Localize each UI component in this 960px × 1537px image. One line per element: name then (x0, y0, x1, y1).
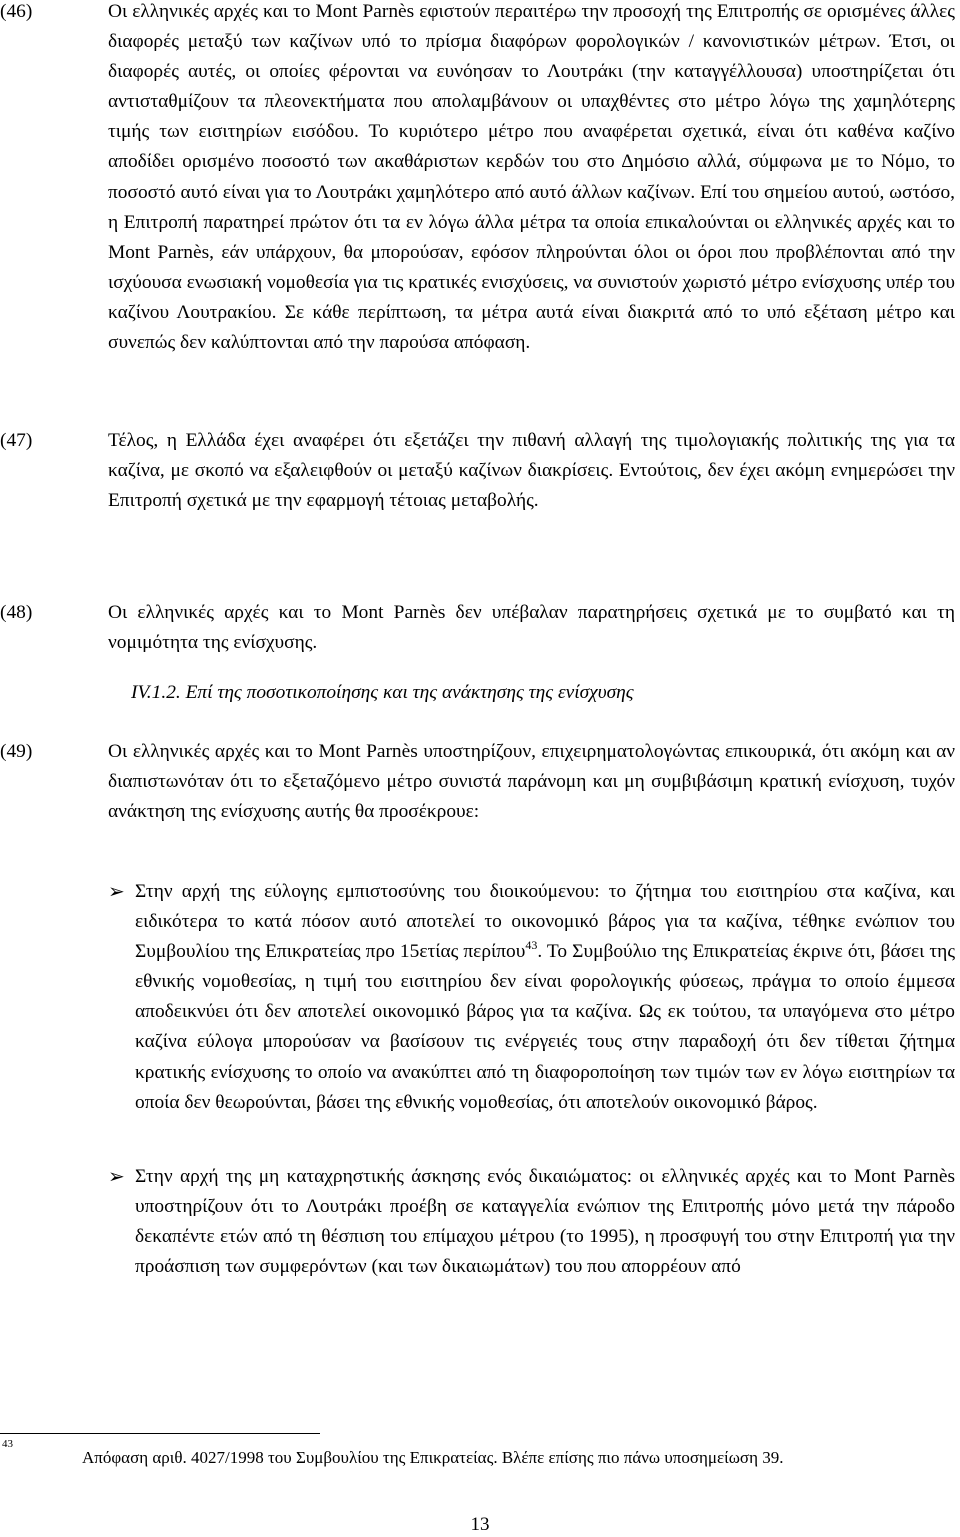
page-number: 13 (470, 1514, 490, 1535)
section-heading: IV.1.2. Επί της ποσοτικοποίησης και της ανάκτησης της ενίσχυσης (131, 682, 634, 703)
paragraph-46 (0, 0, 960, 358)
bullet-text-before: Στην αρχή της εύλογης εμπιστοσύνης του διοικούμενου: το ζήτημα του εισιτηρίου στα καζίνα, και ειδικότερα το κατά πόσον αυτό αποτελεί το οικονομικό βάρος για τα καζίνα, τέθηκε ενώπιον του Συμβουλίου της Επικρατείας προ 15ετίας περίπου (135, 881, 955, 963)
footnote-text: Απόφαση αριθ. 4027/1998 του Συμβουλίου της Επικρατείας. Βλέπε επίσης πιο πάνω υποσημείωση 39. (82, 1448, 784, 1467)
paragraph-49 (0, 737, 960, 827)
paragraph-text: Οι ελληνικές αρχές και το Mont Parnès εφιστούν περαιτέρω την προσοχή της Επιτροπής σε ορισμένες άλλες διαφορές μεταξύ των καζίνων υπό το πρίσμα διαφόρων φορολογικών / κανονιστικών μέτρων. Έτσι, οι διαφορές αυτές, οι οποίες φέρονται να ευνόησαν το Λουτράκι (την καταγγέλλουσα) υποστηρίζεται ότι αντισταθμίζουν τα πλεονεκτήματα που απολαμβάνουν οι υπαχθέντες στο μέτρο λόγω της χαμηλότερης τιμής των εισιτηρίων εισόδου. Το κυριότερο μέτρο που αναφέρεται σχετικά, είναι ότι καθένα καζίνο αποδίδει ορισμένο ποσοστό των ακαθάριστων κερδών του στο Δημόσιο αλλά, σύμφωνα με το Νόμο, το ποσοστό αυτό είναι για το Λουτράκι χαμηλότερο από αυτό άλλων καζίνων. Επί του σημείου αυτού, ωστόσο, η Επιτροπή παρατηρεί πρώτον ότι τα εν λόγω άλλα μέτρα τα οποία επικαλούνται οι ελληνικές αρχές και το Mont Parnès, εάν υπάρχουν, θα μπορούσαν, εφόσον πληρούνται όλοι οι όροι που προβλέπονται από την ισχύουσα ενωσιακή νομοθεσία για τις κρατικές ενισχύσεις, να συνιστούν χωριστό μέτρο ενίσχυσης υπέρ του καζίνου Λουτρακίου. Σε κάθε περίπτωση, τα μέτρα αυτά είναι διακριτά από το υπό εξέταση μέτρο και συνεπώς δεν καλύπτονται από την παρούσα απόφαση. (108, 1, 955, 354)
paragraph-text: Οι ελληνικές αρχές και το Mont Parnès υποστηρίζουν, επιχειρηματολογώντας επικουρικά, ότι ακόμη και αν διαπιστωνόταν ότι το εξεταζόμενο μέτρο συνιστά παράνομη και μη συμβιβάσιμη κρατική ενίσχυση, τυχόν ανάκτηση της ενίσχυσης αυτής θα προσέκρουε: (108, 741, 955, 823)
paragraph-number: (48) (0, 602, 33, 623)
bullet-text-before: Στην αρχή της μη καταχρηστικής άσκησης ενός δικαιώματος: οι ελληνικές αρχές και το Mont Parnès υποστηρίζουν ότι το Λουτράκι προέβη σε καταγγελία ενώπιον της Επιτροπής μόνο μετά την πάροδο δεκαπέντε ετών από τη θέσπιση του επίμαχου μέτρου (το 1995), η προσφυγή του στην Επιτροπή για την προάσπιση των συμφερόντων (και των δικαιωμάτων) του που απορρέουν από (135, 1166, 955, 1278)
bullet-item (108, 1162, 958, 1282)
arrow-bullet-icon: ➢ (108, 881, 125, 903)
footnote-number: 43 (2, 1438, 13, 1450)
bullet-text-after: . Το Συμβούλιο της Επικρατείας έκρινε ότι, βάσει της εθνικής νομοθεσίας, η τιμή του εισιτηρίου δεν είναι φορολογικής φύσεως, πράγμα το οποίο έμμεσα αποδεικνύει ότι δεν αποτελεί οικονομικό βάρος για τα καζίνα. Ως εκ τούτου, τα υπαγόμενα στο μέτρο καζίνα εύλογα μπορούσαν να βασίσουν τις ενέργειές τους στην παραδοχή ότι δεν τίθεται ζήτημα κρατικής ενίσχυσης το οποίο να ανακύπτει από τη διαφοροποίηση των τιμών των εν λόγω εισιτηρίων τα οποία δεν θεωρούνται, βάσει της εθνικής νομοθεσίας, ότι αποτελούν οικονομικό βάρος. (135, 941, 955, 1113)
arrow-bullet-icon: ➢ (108, 1166, 125, 1188)
paragraph-48 (0, 598, 960, 658)
paragraph-47 (0, 426, 960, 516)
bullet-text (135, 877, 955, 1118)
paragraph-number: (49) (0, 741, 33, 762)
paragraph-text: Οι ελληνικές αρχές και το Mont Parnès δεν υπέβαλαν παρατηρήσεις σχετικά με το συμβατό και τη νομιμότητα της ενίσχυσης. (108, 602, 955, 654)
paragraph-number: (47) (0, 430, 33, 451)
bullet-text (135, 1162, 955, 1282)
footnote-separator (0, 1433, 320, 1434)
paragraph-number: (46) (0, 1, 33, 22)
footnote-reference[interactable]: 43 (525, 938, 538, 953)
bullet-item (108, 877, 958, 1118)
paragraph-text: Τέλος, η Ελλάδα έχει αναφέρει ότι εξετάζει την πιθανή αλλαγή της τιμολογιακής πολιτικής της για τα καζίνα, με σκοπό να εξαλειφθούν οι μεταξύ καζίνων διακρίσεις. Εντούτοις, δεν έχει ακόμη ενημερώσει την Επιτροπή σχετικά με την εφαρμογή τέτοιας μεταβολής. (108, 430, 955, 512)
